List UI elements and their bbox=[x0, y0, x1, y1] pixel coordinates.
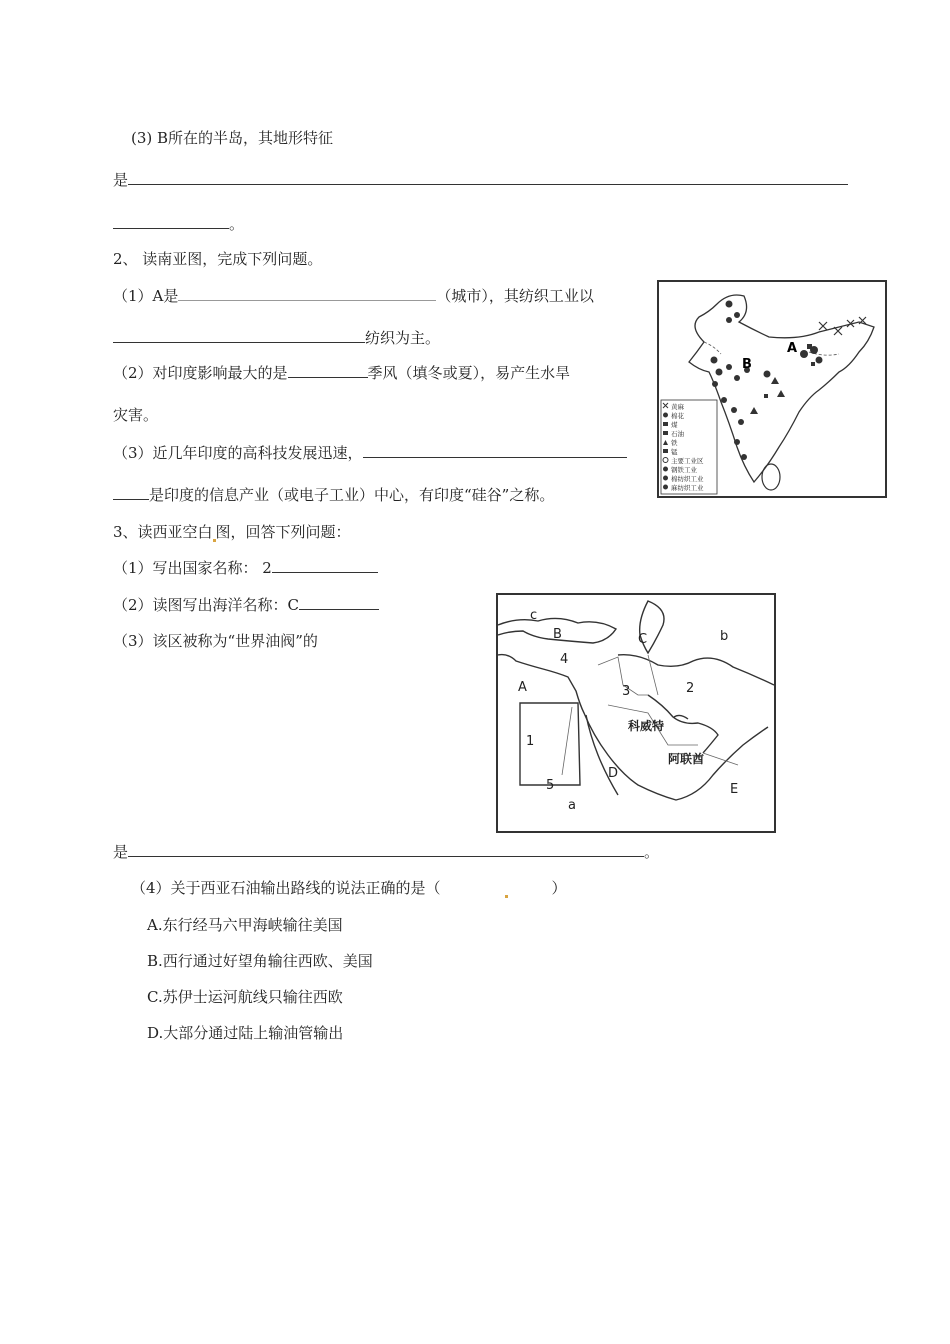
label-4: 4 bbox=[560, 652, 569, 667]
south-asia-map-svg bbox=[659, 282, 885, 496]
borders bbox=[562, 655, 738, 775]
q2-p2-text-a: （2）对印度影响最大的是 bbox=[113, 364, 288, 382]
legend-coal: 煤 bbox=[671, 421, 678, 429]
q1-3-prompt: (3) B所在的半岛，其地形特征 bbox=[131, 129, 334, 147]
q2-p2-text-c: 或夏），易产生水旱 bbox=[442, 364, 571, 382]
hitech-city-blank-2[interactable] bbox=[113, 485, 149, 500]
answer-prefix: 是 bbox=[113, 843, 129, 861]
country-2-blank[interactable] bbox=[272, 558, 378, 573]
ocean-c-blank[interactable] bbox=[299, 595, 379, 610]
q1-3-answer-line bbox=[113, 170, 848, 190]
option-a[interactable]: A.东行经马六甲海峡输往美国 bbox=[147, 916, 343, 934]
option-c[interactable]: C.苏伊士运河航线只输往西欧 bbox=[147, 988, 343, 1006]
q3-title bbox=[113, 522, 351, 542]
q1-3-answer-line-2 bbox=[113, 214, 244, 234]
city-blank[interactable] bbox=[178, 286, 436, 301]
map-label-a: A bbox=[787, 341, 798, 356]
monsoon-blank[interactable] bbox=[288, 363, 368, 378]
q2-part2-line2: 灾害。 bbox=[113, 406, 159, 424]
label-C: C bbox=[638, 632, 648, 647]
legend-oil: 石油 bbox=[671, 430, 684, 438]
q3-part1 bbox=[113, 558, 378, 578]
answer-blank[interactable] bbox=[113, 214, 229, 229]
q2-part2 bbox=[113, 363, 570, 383]
label-B: B bbox=[553, 627, 562, 642]
hitech-city-blank[interactable] bbox=[363, 443, 627, 458]
legend-cotton-textile: 棉纺织工业 bbox=[671, 475, 704, 483]
west-asia-map-svg bbox=[498, 595, 774, 831]
legend-jute-textile: 麻纺织工业 bbox=[671, 484, 704, 492]
textile-blank[interactable] bbox=[113, 328, 365, 343]
q2-p3-text-b: 是印度的信息产业（或电子工业）中心，有印度“硅谷”之称。 bbox=[149, 486, 555, 504]
q3-p2-text: （2）读图写出海洋名称：C bbox=[113, 596, 300, 614]
sri-lanka-outline bbox=[762, 464, 780, 490]
q2-p2-text-b: 季风（填冬 bbox=[367, 364, 443, 382]
q2-p1-text-a: （1）A是 bbox=[113, 287, 179, 305]
q3-part4 bbox=[131, 878, 567, 898]
q2-title: 2、 读南亚图，完成下列问题。 bbox=[113, 250, 323, 268]
coastlines bbox=[498, 601, 774, 800]
answer-end: 。 bbox=[229, 215, 245, 233]
answer-prefix: 是 bbox=[113, 171, 129, 189]
label-D: D bbox=[608, 766, 619, 781]
label-A: A bbox=[518, 680, 527, 695]
q2-p3-text-a: （3）近几年印度的高科技发展迅速， bbox=[113, 444, 363, 462]
q2-part3 bbox=[113, 443, 627, 463]
legend-steel: 钢铁工业 bbox=[671, 466, 697, 474]
legend-iron: 铁 bbox=[671, 439, 678, 447]
q2-p1-text-c: 纺织为主。 bbox=[365, 329, 441, 347]
oil-valve-blank[interactable] bbox=[128, 842, 644, 857]
q3-part2 bbox=[113, 595, 379, 615]
q3-title-a: 3、读西亚空白 bbox=[113, 523, 213, 541]
q3-p1-text: （1）写出国家名称： 2 bbox=[113, 559, 272, 577]
q2-part1 bbox=[113, 286, 594, 306]
legend-industrial-zone: 主要工业区 bbox=[671, 457, 704, 465]
south-asia-map bbox=[657, 280, 887, 498]
map-label-b: B bbox=[742, 357, 752, 372]
label-b: b bbox=[720, 629, 729, 644]
q3-part3-answer bbox=[113, 842, 659, 862]
legend-jute: 黄麻 bbox=[671, 403, 684, 411]
label-kuwait: 科威特 bbox=[628, 719, 665, 733]
q2-part1-line2 bbox=[113, 328, 440, 348]
option-d[interactable]: D.大部分通过陆上输油管输出 bbox=[147, 1024, 344, 1042]
label-5: 5 bbox=[546, 778, 555, 793]
legend-manganese: 锰 bbox=[671, 448, 678, 456]
label-a: a bbox=[568, 798, 576, 813]
label-3: 3 bbox=[622, 684, 631, 699]
industry-symbols bbox=[711, 301, 823, 461]
label-E: E bbox=[730, 782, 739, 797]
west-asia-map bbox=[496, 593, 776, 833]
q3-title-b: 图，回答下列问题： bbox=[215, 523, 351, 541]
answer-blank[interactable] bbox=[128, 170, 848, 185]
q3-part3: （3）该区被称为“世界油阀”的 bbox=[113, 632, 318, 650]
label-c: c bbox=[530, 608, 538, 623]
label-1: 1 bbox=[526, 734, 535, 749]
q2-p1-text-b: （城市），其纺织工业以 bbox=[436, 287, 594, 305]
legend-cotton: 棉花 bbox=[671, 412, 684, 420]
mark-dot bbox=[505, 895, 508, 898]
answer-end: 。 bbox=[644, 843, 660, 861]
option-b[interactable]: B.西行通过好望角输往西欧、美国 bbox=[147, 952, 373, 970]
q2-part3-line2 bbox=[113, 485, 554, 505]
label-uae: 阿联酋 bbox=[668, 752, 705, 766]
label-2: 2 bbox=[686, 681, 695, 696]
region-border bbox=[704, 342, 839, 355]
q3-p4-end: ） bbox=[551, 879, 567, 897]
q3-p4-text: （4）关于西亚石油输出路线的说法正确的是（ bbox=[131, 879, 441, 897]
